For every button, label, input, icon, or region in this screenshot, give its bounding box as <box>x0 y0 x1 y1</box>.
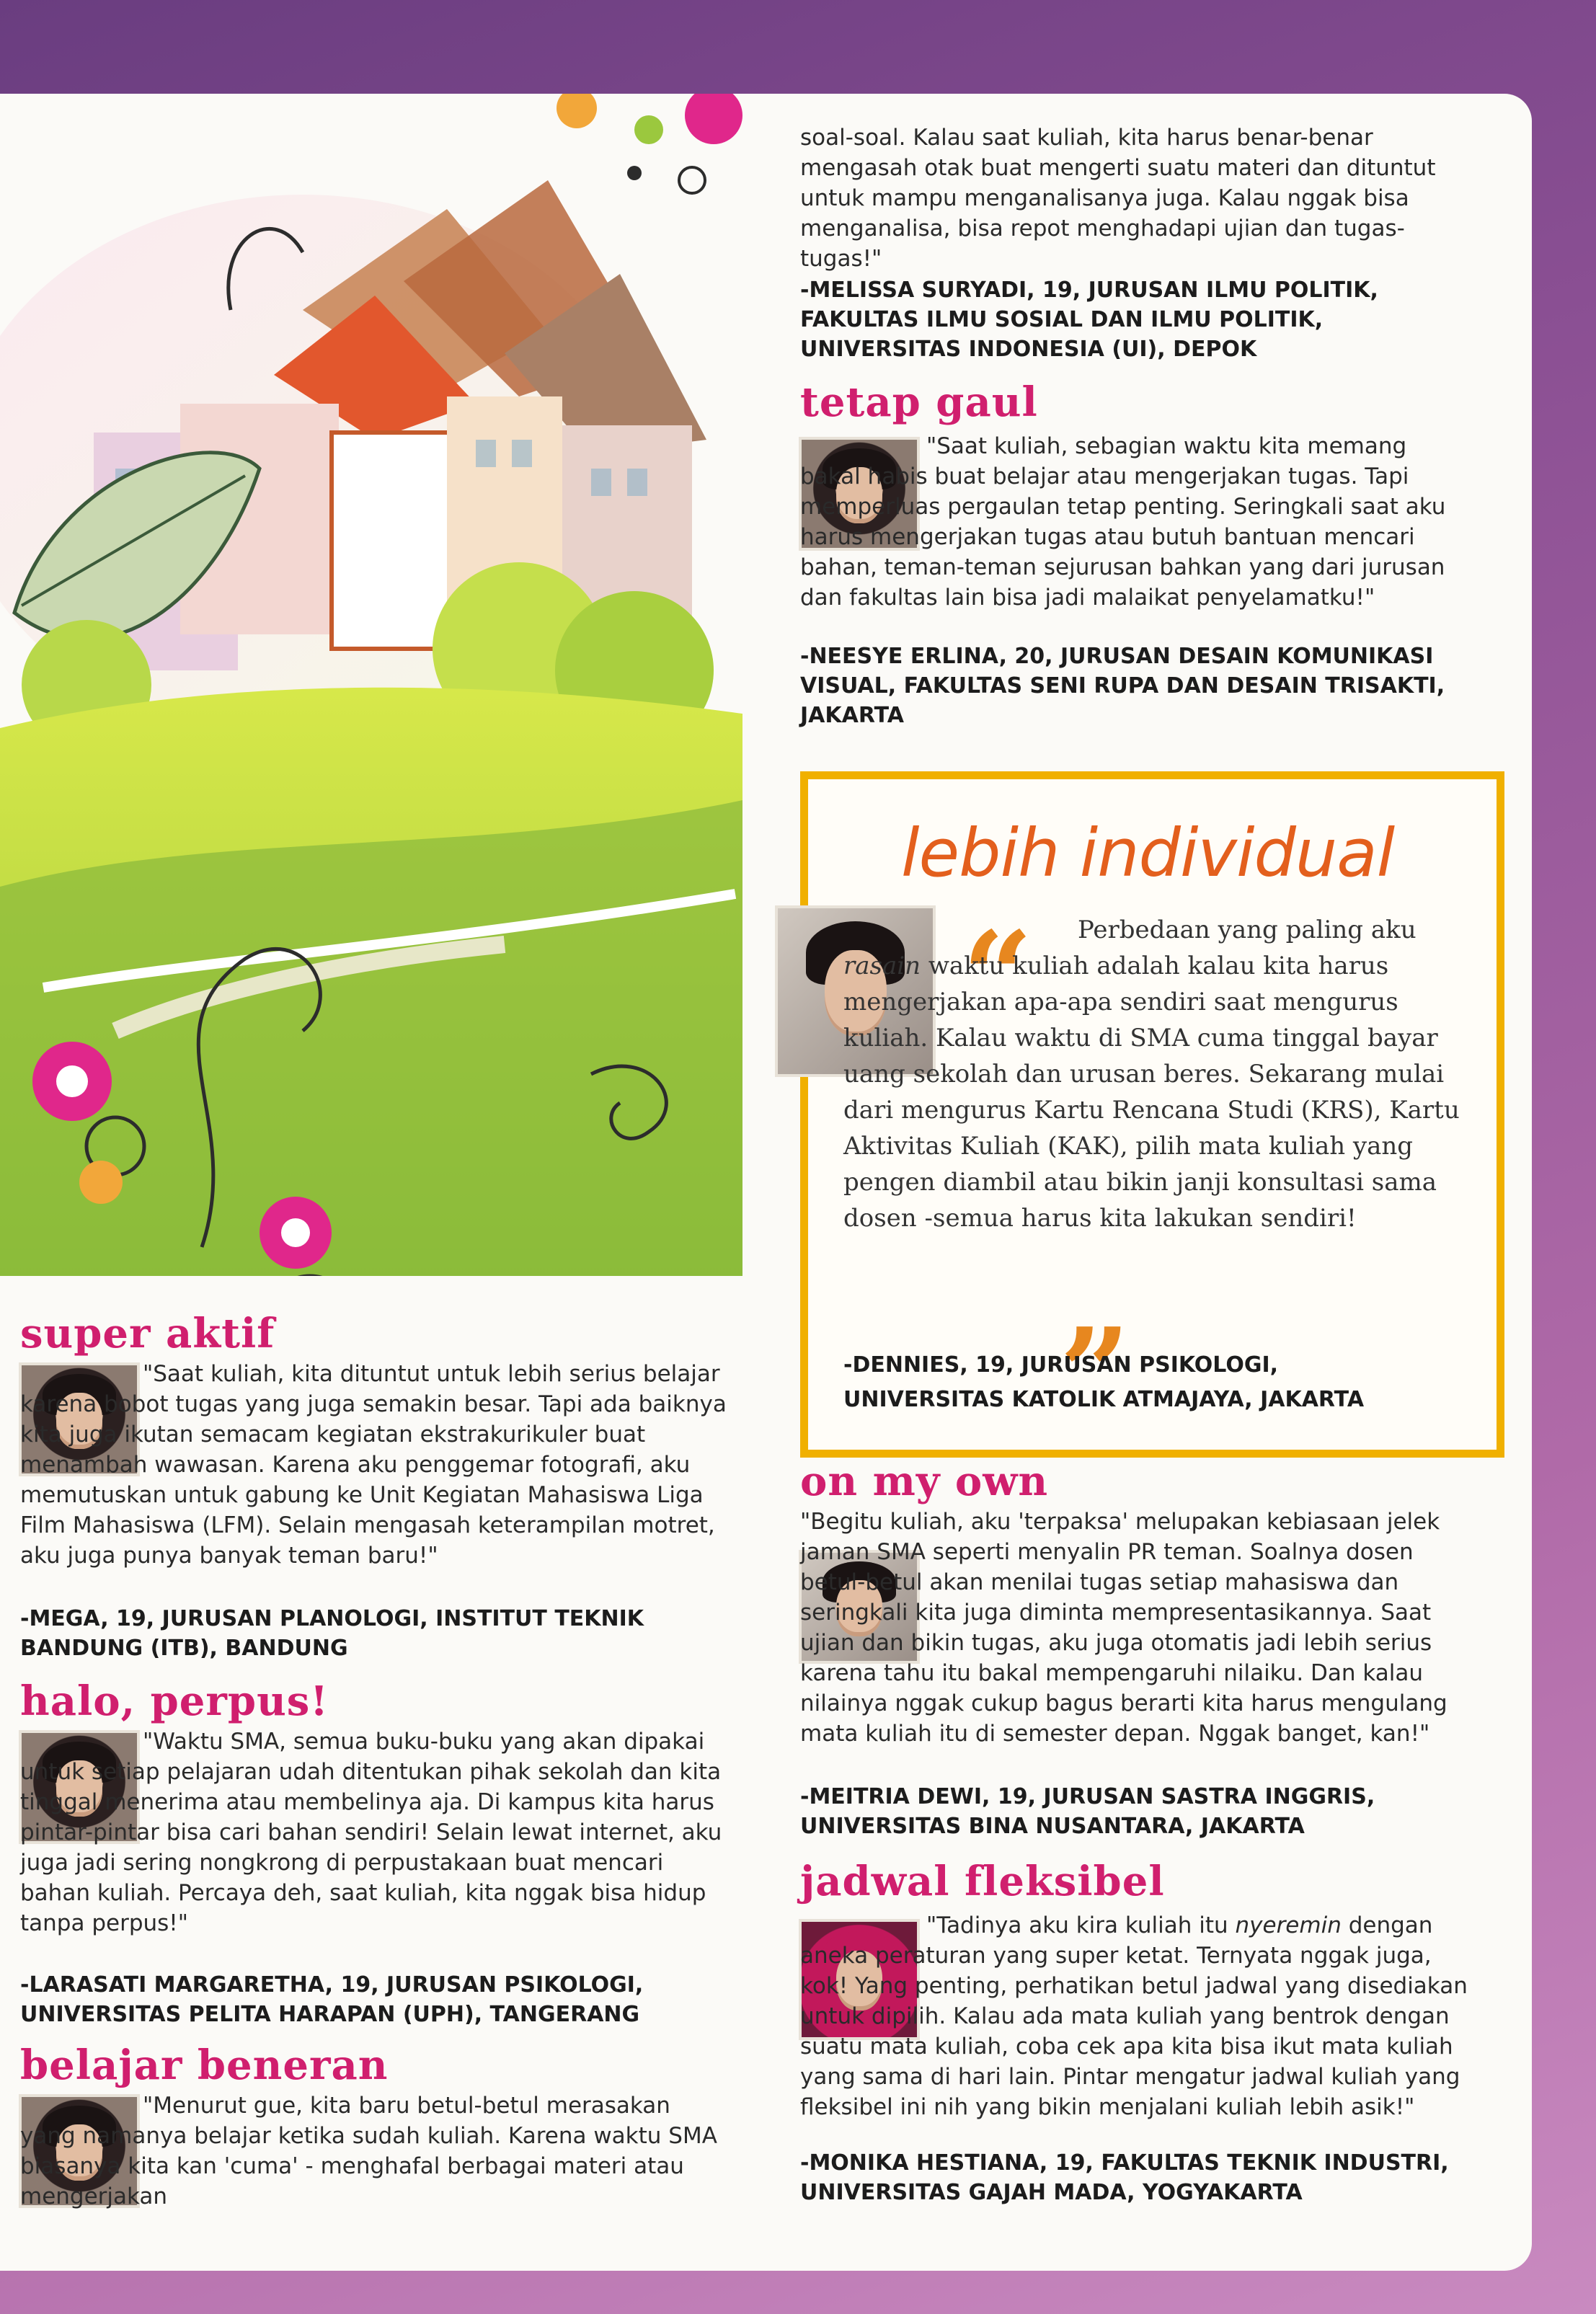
quote-belajar-beneran <box>20 2091 727 2212</box>
quote-jadwal-b: dengan aneka peraturan yang super ketat. Ternyata nggak juga, kok! Yang penting, perhatikan betul jadwal yang disediakan untuk dipilih. Kalau ada mata kuliah yang bentrok dengan suatu mata kuliah, coba cek apa kita bisa ikut mata kuliah yang sama di hari lain. Pintar mengatur jadwal kuliah yang fleksibel ini nih yang bikin menjalani kuliah lebih asik!" <box>800 1912 1468 2120</box>
quote-halo-perpus-text: "Waktu SMA, semua buku-buku yang akan dipakai untuk setiap pelajaran udah ditentukan pihak sekolah dan kita tinggal menerima atau membelinya aja. Di kampus kita harus pintar-pintar bisa cari bahan sendiri! Selain lewat internet, aku juga jadi sering nongkrong di perpustakaan buat mencari bahan kuliah. Percaya deh, saat kuliah, kita nggak bisa hidup tanpa perpus!" <box>20 1729 722 1936</box>
quote-on-my-own <box>800 1507 1471 1749</box>
quote-lebih-individual <box>843 905 1463 1236</box>
heading-super-aktif: super aktif <box>20 1310 275 1357</box>
heading-halo-perpus: halo, perpus! <box>20 1677 329 1725</box>
close-quote-mark: ” <box>1060 1301 1130 1445</box>
quote-lebih-individual-a: Perbedaan yang paling aku <box>1078 916 1417 944</box>
quote-super-aktif-text: "Saat kuliah, kita dituntut untuk lebih serius belajar karena bobot tugas yang juga semakin besar. Tapi ada baiknya kita juga ikutan semacam kegiatan ekstrakurikuler buat menambah wawasan. Karena aku penggemar fotografi, aku memutuskan untuk gabung ke Unit Kegiatan Mahasiswa Liga Film Mahasiswa (LFM). Selain mengasah keterampilan motret, aku juga punya banyak teman baru!" <box>20 1361 727 1569</box>
quote-halo-perpus <box>20 1726 727 1938</box>
heading-tetap-gaul: tetap gaul <box>800 378 1038 426</box>
quote-belajar-beneran-text: "Menurut gue, kita baru betul-betul merasakan yang namanya belajar ketika sudah kuliah. Karena waktu SMA biasanya kita kan 'cuma' - menghafal berbagai materi atau mengerjakan <box>20 2093 717 2209</box>
campus-illustration <box>0 94 742 1276</box>
open-quote-mark: “ <box>962 905 1033 1049</box>
title-lebih-individual: lebih individual <box>901 815 1395 892</box>
quote-tetap-gaul-text: "Saat kuliah, sebagian waktu kita memang bakal habis buat belajar atau mengerjakan tugas. Tapi memperluas pergaulan tetap penting. Seringkali saat aku harus mengerjakan tugas atau butuh bantuan mencari bahan, teman-teman sejurusan bahkan yang dari jurusan dan fakultas lain bisa jadi malaikat penyelamatku!" <box>800 433 1446 611</box>
credit-halo-perpus: -LARASATI MARGARETHA, 19, JURUSAN PSIKOLOGI, UNIVERSITAS PELITA HARAPAN (UPH), TANGERANG <box>20 1972 644 2027</box>
quote-on-my-own-text: "Begitu kuliah, aku 'terpaksa' melupakan kebiasaan jelek jaman SMA seperti menyalin PR teman. Soalnya dosen betul-betul akan menilai tugas setiap mahasiswa dan seringkali kita juga diminta mempresentasikannya. Saat ujian dan bikin tugas, aku juga otomatis jadi lebih serius karena tahu itu bakal mempengaruhi nilaiku. Dan kalau nilainya nggak cukup bagus berarti kita harus mengulang mata kuliah itu di semester depan. Nggak banget, kan!" <box>800 1509 1448 1747</box>
credit-super-aktif: -MEGA, 19, JURUSAN PLANOLOGI, INSTITUT TEKNIK BANDUNG (ITB), BANDUNG <box>20 1606 644 1661</box>
intro-quote: soal-soal. Kalau saat kuliah, kita harus benar-benar mengasah otak buat mengerti suatu materi dan dituntut untuk mampu menganalisanya juga. Kalau nggak bisa menganalisa, bisa repot menghadapi ujian dan tugas-tugas!" <box>800 125 1436 272</box>
heading-on-my-own: on my own <box>800 1458 1049 1505</box>
quote-lebih-individual-b: waktu kuliah adalah kalau kita harus mengerjakan apa-apa sendiri saat mengurus kuliah. Kalau waktu di SMA cuma tinggal bayar uang sekolah dan urusan beres. Sekarang mulai dari mengurus Kartu Rencana Studi (KRS), Kartu Aktivitas Kuliah (KAK), pilih mata kuliah yang pengen diambil atau bikin janji konsultasi sama dosen -semua harus kita lakukan sendiri! <box>843 952 1460 1233</box>
quote-jadwal-fleksibel <box>800 1910 1471 2122</box>
credit-on-my-own: -MEITRIA DEWI, 19, JURUSAN SASTRA INGGRIS, UNIVERSITAS BINA NUSANTARA, JAKARTA <box>800 1784 1375 1839</box>
intro-credit: -MELISSA SURYADI, 19, JURUSAN ILMU POLITIK, FAKULTAS ILMU SOSIAL DAN ILMU POLITIK, UNIVERSITAS INDONESIA (UI), DEPOK <box>800 278 1378 362</box>
heading-jadwal-fleksibel: jadwal fleksibel <box>800 1858 1165 1905</box>
credit-jadwal-fleksibel: -MONIKA HESTIANA, 19, FAKULTAS TEKNIK INDUSTRI, UNIVERSITAS GAJAH MADA, YOGYAKARTA <box>800 2150 1449 2205</box>
credit-tetap-gaul: -NEESYE ERLINA, 20, JURUSAN DESAIN KOMUNIKASI VISUAL, FAKULTAS SENI RUPA DAN DESAIN TRISAKTI, JAKARTA <box>800 644 1445 728</box>
quote-jadwal-em: nyeremin <box>1235 1912 1342 1938</box>
magazine-page <box>0 94 1532 2271</box>
quote-super-aktif <box>20 1359 741 1571</box>
quote-tetap-gaul <box>800 431 1463 613</box>
credit-lebih-individual: -DENNIES, 19, JURUSAN PSIKOLOGI, UNIVERSITAS KATOLIK ATMAJAYA, JAKARTA <box>843 1352 1365 1412</box>
quote-jadwal-a: "Tadinya aku kira kuliah itu <box>926 1912 1236 1938</box>
heading-belajar-beneran: belajar beneran <box>20 2042 389 2089</box>
quote-lebih-individual-em: rasain <box>843 952 921 980</box>
